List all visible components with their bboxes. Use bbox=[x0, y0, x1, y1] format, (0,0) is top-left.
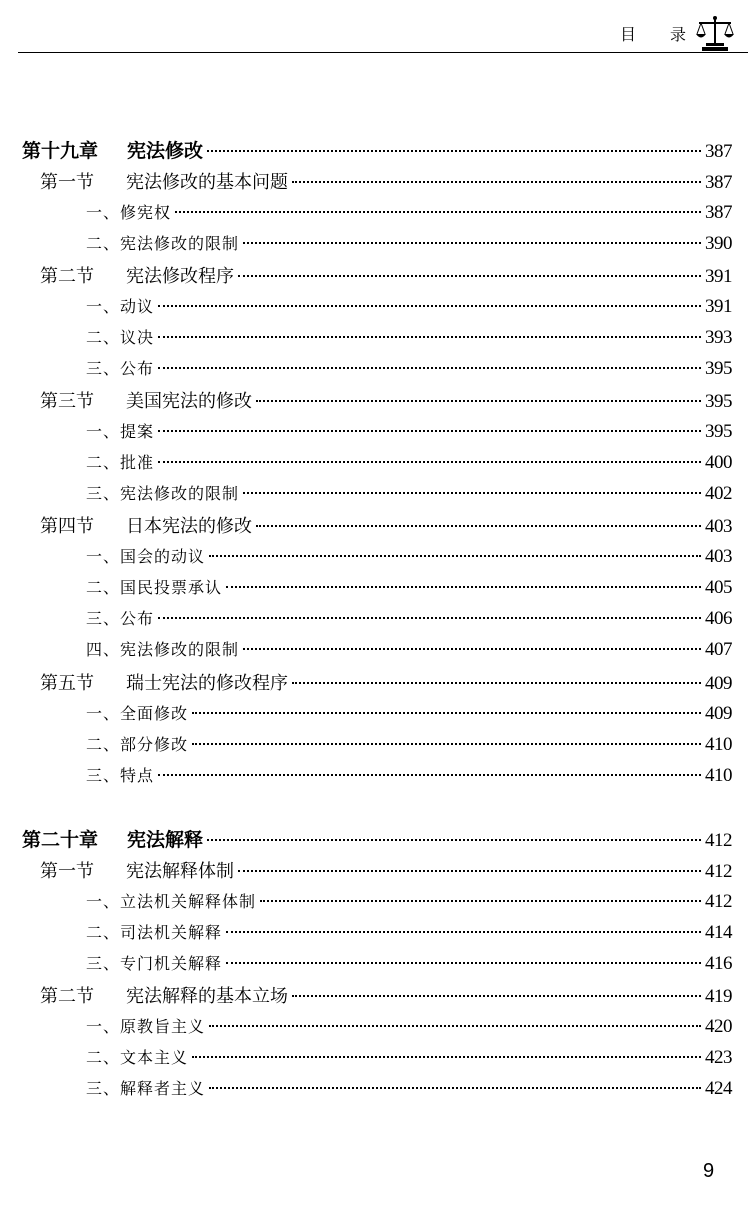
toc-item-entry[interactable] bbox=[86, 231, 732, 257]
dot-leader bbox=[209, 1025, 701, 1027]
item-label: 二、司法机关解释 bbox=[86, 923, 223, 942]
header-rule bbox=[18, 52, 748, 53]
page-number: 412 bbox=[705, 830, 732, 851]
toc-item-entry[interactable] bbox=[86, 920, 732, 946]
item-label: 三、公布 bbox=[86, 609, 155, 628]
section-number: 第二节 bbox=[40, 986, 94, 1007]
item-label: 一、提案 bbox=[86, 422, 155, 441]
section-title: 宪法解释的基本立场 bbox=[126, 986, 288, 1007]
dot-leader bbox=[192, 1056, 701, 1058]
toc-item-entry[interactable] bbox=[86, 419, 732, 445]
dot-leader bbox=[226, 931, 701, 933]
dot-leader bbox=[226, 586, 701, 588]
toc-chapter-entry[interactable] bbox=[22, 136, 732, 162]
page-number: 387 bbox=[705, 202, 732, 223]
dot-leader bbox=[158, 305, 701, 307]
section-number: 第四节 bbox=[40, 516, 94, 537]
toc-section-entry[interactable] bbox=[40, 512, 732, 538]
page-number: 406 bbox=[705, 608, 732, 629]
dot-leader bbox=[192, 743, 701, 745]
section-number: 第二节 bbox=[40, 266, 94, 287]
item-label: 一、国会的动议 bbox=[86, 547, 206, 566]
dot-leader bbox=[209, 1087, 701, 1089]
page-number: 395 bbox=[705, 358, 732, 379]
toc-section-entry[interactable] bbox=[40, 669, 732, 695]
section-title: 日本宪法的修改 bbox=[126, 516, 252, 537]
item-label: 一、全面修改 bbox=[86, 704, 189, 723]
item-label: 三、宪法修改的限制 bbox=[86, 484, 240, 503]
running-header bbox=[0, 0, 750, 60]
page-number: 387 bbox=[705, 172, 732, 193]
item-label: 三、专门机关解释 bbox=[86, 954, 223, 973]
toc-item-entry[interactable] bbox=[86, 544, 732, 570]
dot-leader bbox=[226, 962, 701, 964]
item-label: 一、动议 bbox=[86, 297, 155, 316]
chapter-number: 第十九章 bbox=[22, 140, 99, 162]
item-label: 三、解释者主义 bbox=[86, 1079, 206, 1098]
dot-leader bbox=[292, 181, 701, 183]
section-title: 宪法修改的基本问题 bbox=[126, 172, 288, 193]
page-number: 416 bbox=[705, 953, 732, 974]
page-number: 424 bbox=[705, 1078, 732, 1099]
toc-item-entry[interactable] bbox=[86, 763, 732, 789]
section-number: 第三节 bbox=[40, 391, 94, 412]
dot-leader bbox=[158, 430, 701, 432]
page-number: 402 bbox=[705, 483, 732, 504]
toc-item-entry[interactable] bbox=[86, 951, 732, 977]
item-label: 一、修宪权 bbox=[86, 203, 172, 222]
item-label: 二、部分修改 bbox=[86, 735, 189, 754]
dot-leader bbox=[192, 712, 701, 714]
section-number: 第一节 bbox=[40, 861, 94, 882]
dot-leader bbox=[238, 275, 701, 277]
toc-item-entry[interactable] bbox=[86, 701, 732, 727]
item-label: 三、公布 bbox=[86, 359, 155, 378]
page-number: 419 bbox=[705, 986, 732, 1007]
page-number: 407 bbox=[705, 639, 732, 660]
toc-item-entry[interactable] bbox=[86, 575, 732, 601]
dot-leader bbox=[243, 492, 701, 494]
item-label: 四、宪法修改的限制 bbox=[86, 640, 240, 659]
section-title: 宪法修改程序 bbox=[126, 266, 234, 287]
toc-section-entry[interactable] bbox=[40, 168, 732, 194]
dot-leader bbox=[158, 461, 701, 463]
page-number: 405 bbox=[705, 577, 732, 598]
page-number: 400 bbox=[705, 452, 732, 473]
item-label: 二、国民投票承认 bbox=[86, 578, 223, 597]
section-title: 美国宪法的修改 bbox=[126, 391, 252, 412]
page-number: 395 bbox=[705, 421, 732, 442]
page-number: 395 bbox=[705, 391, 732, 412]
scale-of-justice-icon bbox=[694, 14, 736, 52]
dot-leader bbox=[243, 648, 701, 650]
toc-item-entry[interactable] bbox=[86, 325, 732, 351]
page-number: 390 bbox=[705, 233, 732, 254]
dot-leader bbox=[158, 367, 701, 369]
dot-leader bbox=[260, 900, 701, 902]
item-label: 一、立法机关解释体制 bbox=[86, 892, 257, 911]
section-title: 瑞士宪法的修改程序 bbox=[126, 673, 288, 694]
toc-item-entry[interactable] bbox=[86, 732, 732, 758]
dot-leader bbox=[209, 555, 701, 557]
page-number: 412 bbox=[705, 861, 732, 882]
section-title: 宪法解释体制 bbox=[126, 861, 234, 882]
dot-leader bbox=[207, 839, 701, 841]
chapter-title: 宪法修改 bbox=[127, 140, 204, 162]
toc-section-entry[interactable] bbox=[40, 982, 732, 1008]
page-number: 393 bbox=[705, 327, 732, 348]
page-number: 387 bbox=[705, 141, 732, 162]
toc-section-entry[interactable] bbox=[40, 262, 732, 288]
toc-item-entry[interactable] bbox=[86, 200, 732, 226]
toc-item-entry[interactable] bbox=[86, 1045, 732, 1071]
toc-section-entry[interactable] bbox=[40, 857, 732, 883]
page-number: 412 bbox=[705, 891, 732, 912]
page-number: 410 bbox=[705, 734, 732, 755]
header-title-left: 目 bbox=[620, 25, 637, 44]
dot-leader bbox=[158, 617, 701, 619]
dot-leader bbox=[158, 774, 701, 776]
toc-section-entry[interactable] bbox=[40, 387, 732, 413]
section-number: 第五节 bbox=[40, 673, 94, 694]
chapter-number: 第二十章 bbox=[22, 829, 99, 851]
dot-leader bbox=[256, 400, 701, 402]
page-number: 391 bbox=[705, 296, 732, 317]
page-number: 420 bbox=[705, 1016, 732, 1037]
item-label: 一、原教旨主义 bbox=[86, 1017, 206, 1036]
section-number: 第一节 bbox=[40, 172, 94, 193]
dot-leader bbox=[207, 150, 701, 152]
dot-leader bbox=[256, 525, 701, 527]
page-number: 410 bbox=[705, 765, 732, 786]
toc-item-entry[interactable] bbox=[86, 450, 732, 476]
dot-leader bbox=[292, 682, 701, 684]
toc-item-entry[interactable] bbox=[86, 1076, 732, 1102]
page-folio: 9 bbox=[703, 1160, 715, 1182]
page-number: 403 bbox=[705, 546, 732, 567]
dot-leader bbox=[243, 242, 701, 244]
header-title-right: 录 bbox=[670, 25, 687, 44]
chapter-title: 宪法解释 bbox=[127, 829, 204, 851]
page-number: 409 bbox=[705, 703, 732, 724]
toc-item-entry[interactable] bbox=[86, 889, 732, 915]
dot-leader bbox=[292, 995, 701, 997]
dot-leader bbox=[175, 211, 701, 213]
item-label: 二、议决 bbox=[86, 328, 155, 347]
page-number: 409 bbox=[705, 673, 732, 694]
item-label: 二、批准 bbox=[86, 453, 155, 472]
toc-item-entry[interactable] bbox=[86, 481, 732, 507]
dot-leader bbox=[158, 336, 701, 338]
toc-item-entry[interactable] bbox=[86, 356, 732, 382]
toc-item-entry[interactable] bbox=[86, 294, 732, 320]
item-label: 三、特点 bbox=[86, 766, 155, 785]
item-label: 二、宪法修改的限制 bbox=[86, 234, 240, 253]
toc-chapter-entry[interactable] bbox=[22, 825, 732, 851]
page-number: 414 bbox=[705, 922, 732, 943]
page-number: 391 bbox=[705, 266, 732, 287]
toc-item-entry[interactable] bbox=[86, 637, 732, 663]
dot-leader bbox=[238, 870, 701, 872]
page-number: 423 bbox=[705, 1047, 732, 1068]
toc-item-entry[interactable] bbox=[86, 606, 732, 632]
page-number: 403 bbox=[705, 516, 732, 537]
toc-item-entry[interactable] bbox=[86, 1014, 732, 1040]
item-label: 二、文本主义 bbox=[86, 1048, 189, 1067]
